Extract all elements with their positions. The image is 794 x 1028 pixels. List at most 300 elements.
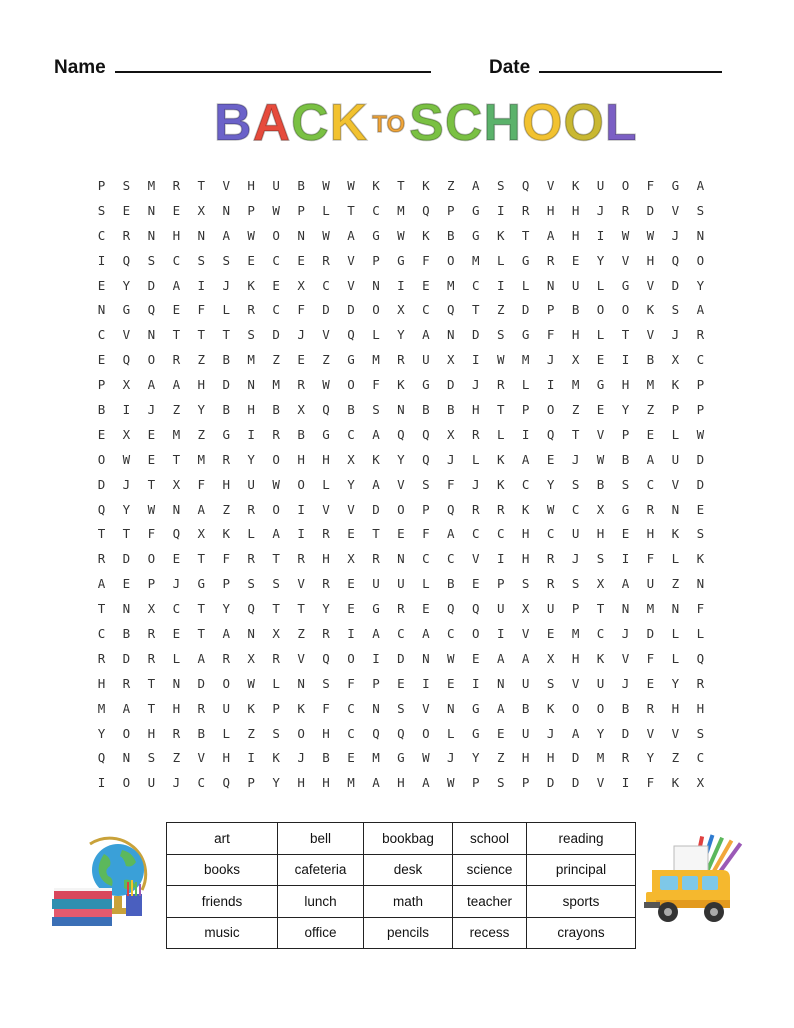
grid-letter[interactable]: E bbox=[646, 675, 655, 691]
grid-letter[interactable]: K bbox=[571, 177, 580, 193]
grid-letter[interactable]: C bbox=[447, 551, 455, 567]
grid-letter[interactable]: H bbox=[397, 775, 405, 791]
grid-letter[interactable]: L bbox=[496, 426, 505, 442]
grid-letter[interactable]: N bbox=[297, 675, 305, 691]
grid-letter[interactable]: P bbox=[372, 675, 380, 691]
grid-letter[interactable]: R bbox=[397, 601, 405, 617]
grid-letter[interactable]: J bbox=[546, 352, 555, 368]
grid-letter[interactable]: H bbox=[521, 551, 530, 567]
grid-letter[interactable]: U bbox=[646, 576, 655, 592]
grid-letter[interactable]: X bbox=[297, 277, 305, 293]
grid-letter[interactable]: B bbox=[571, 302, 580, 318]
grid-letter[interactable]: S bbox=[247, 327, 255, 343]
grid-letter[interactable]: J bbox=[571, 451, 580, 467]
grid-letter[interactable]: N bbox=[496, 675, 505, 691]
grid-letter[interactable]: V bbox=[596, 775, 605, 791]
grid-letter[interactable]: I bbox=[496, 551, 505, 567]
grid-letter[interactable]: C bbox=[272, 252, 280, 268]
grid-letter[interactable]: U bbox=[571, 277, 580, 293]
grid-letter[interactable]: U bbox=[596, 675, 605, 691]
grid-letter[interactable]: A bbox=[347, 227, 355, 243]
grid-letter[interactable]: V bbox=[621, 252, 630, 268]
grid-letter[interactable]: T bbox=[472, 302, 480, 318]
grid-letter[interactable]: U bbox=[422, 352, 430, 368]
grid-letter[interactable]: X bbox=[347, 451, 355, 467]
grid-letter[interactable]: M bbox=[147, 177, 156, 193]
grid-letter[interactable]: W bbox=[397, 227, 405, 243]
grid-letter[interactable]: I bbox=[621, 775, 630, 791]
grid-letter[interactable]: Q bbox=[472, 601, 480, 617]
grid-letter[interactable]: Y bbox=[97, 725, 106, 741]
grid-letter[interactable]: T bbox=[197, 327, 206, 343]
grid-letter[interactable]: H bbox=[472, 401, 480, 417]
grid-letter[interactable]: M bbox=[521, 352, 530, 368]
grid-letter[interactable]: P bbox=[222, 576, 230, 592]
grid-letter[interactable]: Y bbox=[122, 501, 131, 517]
grid-letter[interactable]: F bbox=[297, 302, 305, 318]
grid-letter[interactable]: G bbox=[671, 177, 680, 193]
grid-letter[interactable]: M bbox=[646, 377, 655, 393]
grid-letter[interactable]: O bbox=[272, 227, 280, 243]
grid-letter[interactable]: A bbox=[372, 625, 380, 641]
grid-letter[interactable]: M bbox=[372, 750, 380, 766]
grid-letter[interactable]: A bbox=[172, 277, 181, 293]
grid-letter[interactable]: V bbox=[397, 476, 405, 492]
grid-letter[interactable]: S bbox=[322, 675, 330, 691]
grid-letter[interactable]: Q bbox=[422, 426, 430, 442]
grid-letter[interactable]: H bbox=[97, 675, 106, 691]
grid-letter[interactable]: A bbox=[147, 377, 156, 393]
grid-letter[interactable]: K bbox=[297, 700, 305, 716]
grid-letter[interactable]: A bbox=[222, 625, 230, 641]
grid-letter[interactable]: T bbox=[397, 177, 405, 193]
grid-letter[interactable]: W bbox=[347, 177, 355, 193]
grid-letter[interactable]: V bbox=[546, 177, 555, 193]
grid-letter[interactable]: Y bbox=[197, 401, 206, 417]
grid-letter[interactable]: Y bbox=[596, 725, 605, 741]
grid-letter[interactable]: G bbox=[472, 725, 480, 741]
grid-letter[interactable]: N bbox=[172, 501, 181, 517]
grid-letter[interactable]: M bbox=[172, 426, 181, 442]
grid-letter[interactable]: E bbox=[147, 426, 156, 442]
grid-letter[interactable]: H bbox=[571, 650, 580, 666]
grid-letter[interactable]: C bbox=[521, 476, 530, 492]
grid-letter[interactable]: R bbox=[222, 451, 230, 467]
grid-letter[interactable]: L bbox=[671, 625, 680, 641]
grid-letter[interactable]: C bbox=[646, 476, 655, 492]
grid-letter[interactable]: C bbox=[197, 775, 206, 791]
grid-letter[interactable]: E bbox=[447, 675, 455, 691]
grid-letter[interactable]: Y bbox=[222, 601, 230, 617]
grid-letter[interactable]: I bbox=[621, 551, 630, 567]
grid-letter[interactable]: B bbox=[97, 401, 106, 417]
grid-letter[interactable]: S bbox=[571, 576, 580, 592]
date-line[interactable] bbox=[539, 52, 722, 73]
grid-letter[interactable]: Z bbox=[247, 725, 255, 741]
grid-letter[interactable]: H bbox=[222, 476, 230, 492]
grid-letter[interactable]: N bbox=[297, 227, 305, 243]
grid-letter[interactable]: X bbox=[596, 501, 605, 517]
grid-letter[interactable]: V bbox=[646, 327, 655, 343]
grid-letter[interactable]: J bbox=[147, 401, 156, 417]
grid-letter[interactable]: J bbox=[297, 750, 305, 766]
grid-letter[interactable]: X bbox=[447, 426, 455, 442]
grid-letter[interactable]: F bbox=[546, 327, 555, 343]
grid-letter[interactable]: Q bbox=[671, 252, 680, 268]
grid-letter[interactable]: A bbox=[422, 327, 430, 343]
grid-letter[interactable]: D bbox=[222, 377, 230, 393]
grid-letter[interactable]: A bbox=[372, 775, 380, 791]
grid-letter[interactable]: K bbox=[596, 650, 605, 666]
grid-letter[interactable]: E bbox=[122, 576, 131, 592]
grid-letter[interactable]: P bbox=[521, 775, 530, 791]
grid-letter[interactable]: V bbox=[521, 625, 530, 641]
grid-letter[interactable]: M bbox=[247, 352, 255, 368]
grid-letter[interactable]: C bbox=[472, 526, 480, 542]
grid-letter[interactable]: G bbox=[372, 601, 380, 617]
grid-letter[interactable]: G bbox=[122, 302, 131, 318]
grid-letter[interactable]: Z bbox=[496, 302, 505, 318]
grid-letter[interactable]: E bbox=[596, 401, 605, 417]
grid-letter[interactable]: A bbox=[97, 576, 106, 592]
grid-letter[interactable]: R bbox=[97, 650, 106, 666]
grid-letter[interactable]: E bbox=[297, 252, 305, 268]
grid-letter[interactable]: B bbox=[621, 451, 630, 467]
grid-letter[interactable]: A bbox=[496, 650, 505, 666]
grid-letter[interactable]: P bbox=[621, 426, 630, 442]
grid-letter[interactable]: M bbox=[447, 277, 455, 293]
grid-letter[interactable]: S bbox=[272, 725, 280, 741]
grid-letter[interactable]: H bbox=[247, 401, 255, 417]
grid-letter[interactable]: S bbox=[596, 551, 605, 567]
grid-letter[interactable]: J bbox=[472, 476, 480, 492]
grid-letter[interactable]: T bbox=[496, 401, 505, 417]
grid-letter[interactable]: L bbox=[247, 526, 255, 542]
grid-letter[interactable]: I bbox=[596, 227, 605, 243]
grid-letter[interactable]: Q bbox=[172, 526, 181, 542]
grid-letter[interactable]: P bbox=[297, 202, 305, 218]
grid-letter[interactable]: L bbox=[222, 725, 230, 741]
grid-letter[interactable]: G bbox=[322, 426, 330, 442]
grid-letter[interactable]: D bbox=[122, 650, 131, 666]
grid-letter[interactable]: E bbox=[696, 501, 705, 517]
grid-letter[interactable]: O bbox=[297, 725, 305, 741]
grid-letter[interactable]: Y bbox=[646, 750, 655, 766]
grid-letter[interactable]: Z bbox=[197, 426, 206, 442]
grid-letter[interactable]: D bbox=[521, 302, 530, 318]
grid-letter[interactable]: V bbox=[222, 177, 230, 193]
grid-letter[interactable]: I bbox=[247, 750, 255, 766]
grid-letter[interactable]: C bbox=[97, 625, 106, 641]
grid-letter[interactable]: W bbox=[496, 352, 505, 368]
grid-letter[interactable]: A bbox=[272, 526, 280, 542]
grid-letter[interactable]: I bbox=[521, 426, 530, 442]
grid-letter[interactable]: R bbox=[122, 227, 131, 243]
grid-letter[interactable]: F bbox=[322, 700, 330, 716]
grid-letter[interactable]: A bbox=[696, 302, 705, 318]
grid-letter[interactable]: D bbox=[671, 277, 680, 293]
grid-letter[interactable]: R bbox=[322, 526, 330, 542]
grid-letter[interactable]: R bbox=[621, 750, 630, 766]
grid-letter[interactable]: D bbox=[546, 775, 555, 791]
grid-letter[interactable]: T bbox=[147, 700, 156, 716]
grid-letter[interactable]: I bbox=[621, 352, 630, 368]
grid-letter[interactable]: M bbox=[272, 377, 280, 393]
grid-letter[interactable]: D bbox=[97, 476, 106, 492]
grid-letter[interactable]: L bbox=[521, 377, 530, 393]
grid-letter[interactable]: O bbox=[596, 700, 605, 716]
grid-letter[interactable]: Z bbox=[172, 750, 181, 766]
grid-letter[interactable]: C bbox=[571, 501, 580, 517]
grid-letter[interactable]: D bbox=[447, 377, 455, 393]
grid-letter[interactable]: N bbox=[372, 277, 380, 293]
grid-letter[interactable]: N bbox=[696, 227, 705, 243]
grid-letter[interactable]: I bbox=[496, 202, 505, 218]
grid-letter[interactable]: I bbox=[472, 675, 480, 691]
grid-letter[interactable]: T bbox=[521, 227, 530, 243]
grid-letter[interactable]: R bbox=[646, 700, 655, 716]
grid-letter[interactable]: N bbox=[197, 227, 206, 243]
grid-letter[interactable]: X bbox=[122, 377, 131, 393]
grid-letter[interactable]: T bbox=[197, 601, 206, 617]
grid-letter[interactable]: G bbox=[372, 227, 380, 243]
grid-letter[interactable]: Z bbox=[447, 177, 455, 193]
grid-letter[interactable]: W bbox=[272, 202, 280, 218]
grid-letter[interactable]: C bbox=[422, 302, 430, 318]
grid-letter[interactable]: Z bbox=[671, 576, 680, 592]
grid-letter[interactable]: Z bbox=[172, 401, 181, 417]
grid-letter[interactable]: I bbox=[122, 401, 131, 417]
grid-letter[interactable]: V bbox=[347, 501, 355, 517]
grid-letter[interactable]: E bbox=[147, 451, 156, 467]
grid-letter[interactable]: V bbox=[347, 252, 355, 268]
grid-letter[interactable]: S bbox=[521, 576, 530, 592]
grid-letter[interactable]: R bbox=[472, 501, 480, 517]
grid-letter[interactable]: R bbox=[496, 501, 505, 517]
grid-letter[interactable]: Y bbox=[122, 277, 131, 293]
grid-letter[interactable]: N bbox=[621, 601, 630, 617]
grid-letter[interactable]: O bbox=[472, 625, 480, 641]
grid-letter[interactable]: P bbox=[472, 775, 480, 791]
grid-letter[interactable]: W bbox=[272, 476, 280, 492]
grid-letter[interactable]: C bbox=[372, 202, 380, 218]
grid-letter[interactable]: S bbox=[372, 401, 380, 417]
grid-letter[interactable]: A bbox=[122, 700, 131, 716]
grid-letter[interactable]: A bbox=[521, 650, 530, 666]
grid-letter[interactable]: B bbox=[272, 401, 280, 417]
grid-letter[interactable]: Y bbox=[546, 476, 555, 492]
grid-letter[interactable]: W bbox=[447, 775, 455, 791]
grid-letter[interactable]: T bbox=[297, 601, 305, 617]
grid-letter[interactable]: V bbox=[671, 476, 680, 492]
grid-letter[interactable]: N bbox=[447, 700, 455, 716]
grid-letter[interactable]: I bbox=[496, 625, 505, 641]
grid-letter[interactable]: B bbox=[222, 352, 230, 368]
grid-letter[interactable]: Q bbox=[397, 426, 405, 442]
grid-letter[interactable]: Q bbox=[122, 352, 131, 368]
grid-letter[interactable]: P bbox=[97, 177, 106, 193]
grid-letter[interactable]: S bbox=[272, 576, 280, 592]
grid-letter[interactable]: L bbox=[671, 551, 680, 567]
grid-letter[interactable]: L bbox=[671, 426, 680, 442]
grid-letter[interactable]: Z bbox=[222, 501, 230, 517]
grid-letter[interactable]: C bbox=[97, 227, 106, 243]
grid-letter[interactable]: H bbox=[646, 252, 655, 268]
grid-letter[interactable]: G bbox=[397, 750, 405, 766]
grid-letter[interactable]: D bbox=[322, 302, 330, 318]
grid-letter[interactable]: Q bbox=[546, 426, 555, 442]
grid-letter[interactable]: I bbox=[397, 277, 405, 293]
grid-letter[interactable]: K bbox=[247, 277, 255, 293]
grid-letter[interactable]: N bbox=[372, 700, 380, 716]
grid-letter[interactable]: V bbox=[472, 551, 480, 567]
grid-letter[interactable]: O bbox=[347, 650, 355, 666]
grid-letter[interactable]: N bbox=[397, 551, 405, 567]
grid-letter[interactable]: O bbox=[347, 377, 355, 393]
grid-letter[interactable]: G bbox=[596, 377, 605, 393]
grid-letter[interactable]: B bbox=[122, 625, 131, 641]
grid-letter[interactable]: J bbox=[472, 377, 480, 393]
grid-letter[interactable]: U bbox=[247, 476, 255, 492]
grid-letter[interactable]: F bbox=[197, 476, 206, 492]
grid-letter[interactable]: V bbox=[621, 650, 630, 666]
grid-letter[interactable]: P bbox=[372, 252, 380, 268]
grid-letter[interactable]: D bbox=[122, 551, 131, 567]
grid-letter[interactable]: T bbox=[122, 526, 131, 542]
grid-letter[interactable]: L bbox=[671, 650, 680, 666]
grid-letter[interactable]: U bbox=[571, 526, 580, 542]
grid-letter[interactable]: S bbox=[496, 177, 505, 193]
grid-letter[interactable]: V bbox=[297, 576, 305, 592]
grid-letter[interactable]: Y bbox=[696, 277, 705, 293]
grid-letter[interactable]: N bbox=[447, 327, 455, 343]
grid-letter[interactable]: W bbox=[696, 426, 705, 442]
grid-letter[interactable]: V bbox=[297, 650, 305, 666]
grid-letter[interactable]: L bbox=[596, 277, 605, 293]
grid-letter[interactable]: T bbox=[272, 601, 280, 617]
grid-letter[interactable]: K bbox=[247, 700, 255, 716]
grid-letter[interactable]: Z bbox=[571, 401, 580, 417]
grid-letter[interactable]: C bbox=[422, 551, 430, 567]
grid-letter[interactable]: O bbox=[696, 252, 705, 268]
grid-letter[interactable]: E bbox=[297, 352, 305, 368]
grid-letter[interactable]: W bbox=[322, 377, 330, 393]
grid-letter[interactable]: A bbox=[222, 227, 230, 243]
grid-letter[interactable]: Q bbox=[397, 725, 405, 741]
grid-letter[interactable]: K bbox=[646, 302, 655, 318]
grid-letter[interactable]: X bbox=[122, 426, 131, 442]
grid-letter[interactable]: J bbox=[621, 625, 630, 641]
grid-letter[interactable]: O bbox=[422, 725, 430, 741]
grid-letter[interactable]: J bbox=[671, 227, 680, 243]
grid-letter[interactable]: Q bbox=[97, 501, 106, 517]
grid-letter[interactable]: J bbox=[222, 277, 230, 293]
grid-letter[interactable]: W bbox=[147, 501, 156, 517]
grid-letter[interactable]: T bbox=[147, 476, 156, 492]
grid-letter[interactable]: C bbox=[596, 625, 605, 641]
grid-letter[interactable]: I bbox=[546, 377, 555, 393]
grid-letter[interactable]: R bbox=[197, 700, 206, 716]
grid-letter[interactable]: X bbox=[272, 625, 280, 641]
grid-letter[interactable]: F bbox=[197, 302, 206, 318]
grid-letter[interactable]: I bbox=[496, 277, 505, 293]
grid-letter[interactable]: O bbox=[147, 551, 156, 567]
grid-letter[interactable]: R bbox=[297, 377, 305, 393]
grid-letter[interactable]: S bbox=[397, 700, 405, 716]
grid-letter[interactable]: O bbox=[97, 451, 106, 467]
grid-letter[interactable]: C bbox=[472, 277, 480, 293]
grid-letter[interactable]: J bbox=[671, 327, 680, 343]
grid-letter[interactable]: E bbox=[172, 625, 181, 641]
grid-letter[interactable]: W bbox=[447, 650, 455, 666]
grid-letter[interactable]: S bbox=[147, 750, 156, 766]
grid-letter[interactable]: K bbox=[422, 227, 430, 243]
grid-letter[interactable]: E bbox=[97, 426, 106, 442]
grid-letter[interactable]: E bbox=[646, 426, 655, 442]
grid-letter[interactable]: Q bbox=[447, 601, 455, 617]
grid-letter[interactable]: Q bbox=[97, 750, 106, 766]
grid-letter[interactable]: J bbox=[447, 750, 455, 766]
grid-letter[interactable]: S bbox=[696, 526, 705, 542]
grid-letter[interactable]: W bbox=[646, 227, 655, 243]
grid-letter[interactable]: F bbox=[147, 526, 156, 542]
grid-letter[interactable]: T bbox=[172, 327, 181, 343]
grid-letter[interactable]: A bbox=[197, 650, 206, 666]
grid-letter[interactable]: J bbox=[621, 675, 630, 691]
grid-letter[interactable]: P bbox=[571, 601, 580, 617]
grid-letter[interactable]: V bbox=[571, 675, 580, 691]
grid-letter[interactable]: L bbox=[322, 202, 330, 218]
grid-letter[interactable]: P bbox=[671, 401, 680, 417]
grid-letter[interactable]: V bbox=[347, 277, 355, 293]
grid-letter[interactable]: S bbox=[696, 202, 705, 218]
grid-letter[interactable]: X bbox=[671, 352, 680, 368]
grid-letter[interactable]: S bbox=[422, 476, 430, 492]
grid-letter[interactable]: A bbox=[521, 451, 530, 467]
grid-letter[interactable]: W bbox=[322, 227, 330, 243]
grid-letter[interactable]: E bbox=[272, 277, 280, 293]
grid-letter[interactable]: U bbox=[496, 601, 505, 617]
grid-letter[interactable]: S bbox=[696, 725, 705, 741]
grid-letter[interactable]: D bbox=[472, 327, 480, 343]
grid-letter[interactable]: G bbox=[521, 252, 530, 268]
grid-letter[interactable]: G bbox=[472, 700, 480, 716]
grid-letter[interactable]: N bbox=[671, 501, 680, 517]
grid-letter[interactable]: Y bbox=[347, 476, 355, 492]
grid-letter[interactable]: R bbox=[322, 252, 330, 268]
grid-letter[interactable]: O bbox=[546, 401, 555, 417]
grid-letter[interactable]: B bbox=[447, 576, 455, 592]
grid-letter[interactable]: V bbox=[646, 277, 655, 293]
grid-letter[interactable]: D bbox=[197, 675, 206, 691]
grid-letter[interactable]: P bbox=[422, 501, 430, 517]
grid-letter[interactable]: E bbox=[422, 277, 430, 293]
grid-letter[interactable]: L bbox=[272, 675, 280, 691]
grid-letter[interactable]: C bbox=[347, 426, 355, 442]
grid-letter[interactable]: B bbox=[447, 401, 455, 417]
grid-letter[interactable]: X bbox=[397, 302, 405, 318]
grid-letter[interactable]: O bbox=[571, 700, 580, 716]
grid-letter[interactable]: U bbox=[596, 177, 605, 193]
grid-letter[interactable]: N bbox=[147, 202, 156, 218]
grid-letter[interactable]: N bbox=[172, 675, 181, 691]
grid-letter[interactable]: E bbox=[172, 202, 181, 218]
grid-letter[interactable]: W bbox=[247, 227, 255, 243]
grid-letter[interactable]: A bbox=[372, 476, 380, 492]
grid-letter[interactable]: O bbox=[397, 501, 405, 517]
grid-letter[interactable]: Z bbox=[272, 352, 280, 368]
grid-letter[interactable]: N bbox=[397, 401, 405, 417]
